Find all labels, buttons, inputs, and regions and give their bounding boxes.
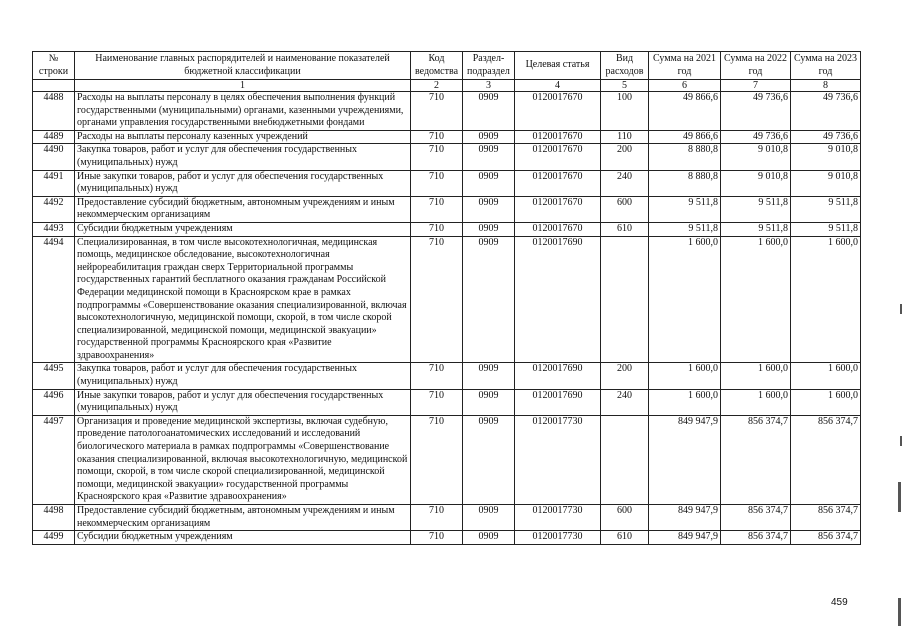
target-article-cell: 0120017670: [515, 196, 601, 222]
name-cell: Расходы на выплаты персоналу в целях обеспечения выполнения функций государственными (муниципальными) органами, казенными учреждениями, органами управления государственными внебюджетными фондами: [75, 92, 411, 131]
sum-2023-cell: 49 736,6: [791, 92, 861, 131]
column-number: 4: [515, 80, 601, 92]
sum-2021-cell: 9 511,8: [649, 222, 721, 236]
target-article-cell: 0120017730: [515, 415, 601, 504]
name-cell: Организация и проведение медицинской экспертизы, включая судебную, проведение патологоанатомических исследований и исследований биологического материала в рамках подпрограммы «Совершенствование оказания специализированной, включая высокотехнологичную, медицинской помощи, скорой, в том числе скорой специализированной, медицинской помощи, медицинской эвакуации» государственной программы Красноярского края «Развитие здравоохранения»: [75, 415, 411, 504]
table-row: [33, 236, 861, 363]
name-cell: Специализированная, в том числе высокотехнологичная, медицинская помощь, медицинское обследование, высокотехнологичная нейрореабилитация граждан сверх Территориальной программы государственных гарантий бесплатного оказания гражданам Российской Федерации медицинской помощи в Красноярском крае в рамках подпрограммы «Совершенствование оказания специализированной, включая высокотехнологичную, медицинской помощи, скорой, в том числе скорой специализированной, медицинской помощи, медицинской эвакуации» государственной программы Красноярского края «Развитие здравоохранения»: [75, 236, 411, 363]
sum-2023-cell: 1 600,0: [791, 363, 861, 389]
header-target-article: Целевая статья: [515, 52, 601, 80]
sum-2022-cell: 9 511,8: [721, 196, 791, 222]
table-row: [33, 222, 861, 236]
table-row: [33, 92, 861, 131]
table-row: [33, 531, 861, 545]
column-number: 8: [791, 80, 861, 92]
sum-2022-cell: 856 374,7: [721, 415, 791, 504]
sum-2022-cell: 1 600,0: [721, 236, 791, 363]
name-cell: Закупка товаров, работ и услуг для обеспечения государственных (муниципальных) нужд: [75, 144, 411, 170]
header-name: Наименование главных распорядителей и наименование показателей бюджетной классификации: [75, 52, 411, 80]
table-row: [33, 389, 861, 415]
expense-type-cell: [601, 236, 649, 363]
dept-code-cell: 710: [411, 505, 463, 531]
header-section: Раздел-подраздел: [463, 52, 515, 80]
header-expense-type: Вид расходов: [601, 52, 649, 80]
name-cell: Предоставление субсидий бюджетным, автономным учреждениям и иным некоммерческим организациям: [75, 505, 411, 531]
section-cell: 0909: [463, 363, 515, 389]
target-article-cell: 0120017730: [515, 531, 601, 545]
target-article-cell: 0120017670: [515, 144, 601, 170]
sum-2023-cell: 49 736,6: [791, 130, 861, 144]
sum-2022-cell: 856 374,7: [721, 531, 791, 545]
column-number: 6: [649, 80, 721, 92]
table-row: [33, 363, 861, 389]
section-cell: 0909: [463, 531, 515, 545]
target-article-cell: 0120017670: [515, 130, 601, 144]
name-cell: Субсидии бюджетным учреждениям: [75, 222, 411, 236]
sum-2021-cell: 49 866,6: [649, 130, 721, 144]
column-number: 5: [601, 80, 649, 92]
section-cell: 0909: [463, 144, 515, 170]
column-number: 3: [463, 80, 515, 92]
expense-type-cell: 240: [601, 389, 649, 415]
column-number: [33, 80, 75, 92]
target-article-cell: 0120017690: [515, 236, 601, 363]
column-number: 7: [721, 80, 791, 92]
sum-2021-cell: 1 600,0: [649, 389, 721, 415]
sum-2023-cell: 9 010,8: [791, 170, 861, 196]
target-article-cell: 0120017690: [515, 363, 601, 389]
header-sum-2022: Сумма на 2022 год: [721, 52, 791, 80]
row-number-cell: 4488: [33, 92, 75, 131]
table-header: [33, 52, 861, 92]
dept-code-cell: 710: [411, 389, 463, 415]
column-number-row: [33, 80, 861, 92]
header-sum-2023: Сумма на 2023 год: [791, 52, 861, 80]
sum-2022-cell: 49 736,6: [721, 92, 791, 131]
sum-2021-cell: 1 600,0: [649, 236, 721, 363]
expense-type-cell: 200: [601, 363, 649, 389]
row-number-cell: 4492: [33, 196, 75, 222]
name-cell: Расходы на выплаты персоналу казенных учреждений: [75, 130, 411, 144]
sum-2021-cell: 849 947,9: [649, 505, 721, 531]
dept-code-cell: 710: [411, 363, 463, 389]
header-row-number: № строки: [33, 52, 75, 80]
table-row: [33, 196, 861, 222]
header-row: [33, 52, 861, 80]
expense-type-cell: 200: [601, 144, 649, 170]
table-row: [33, 170, 861, 196]
name-cell: Закупка товаров, работ и услуг для обеспечения государственных (муниципальных) нужд: [75, 363, 411, 389]
sum-2023-cell: 1 600,0: [791, 389, 861, 415]
name-cell: Иные закупки товаров, работ и услуг для обеспечения государственных (муниципальных) нужд: [75, 389, 411, 415]
row-number-cell: 4495: [33, 363, 75, 389]
sum-2022-cell: 9 010,8: [721, 144, 791, 170]
sum-2021-cell: 49 866,6: [649, 92, 721, 131]
column-number: 1: [75, 80, 411, 92]
row-number-cell: 4498: [33, 505, 75, 531]
sum-2023-cell: 856 374,7: [791, 531, 861, 545]
table-row: [33, 144, 861, 170]
section-cell: 0909: [463, 130, 515, 144]
sum-2023-cell: 9 010,8: [791, 144, 861, 170]
expense-type-cell: 100: [601, 92, 649, 131]
scan-edge-mark: [900, 304, 902, 314]
sum-2022-cell: 9 010,8: [721, 170, 791, 196]
dept-code-cell: 710: [411, 130, 463, 144]
dept-code-cell: 710: [411, 415, 463, 504]
section-cell: 0909: [463, 170, 515, 196]
target-article-cell: 0120017670: [515, 170, 601, 196]
dept-code-cell: 710: [411, 222, 463, 236]
sum-2022-cell: 856 374,7: [721, 505, 791, 531]
scan-edge-mark: [898, 598, 901, 626]
section-cell: 0909: [463, 92, 515, 131]
dept-code-cell: 710: [411, 196, 463, 222]
scan-edge-mark: [898, 482, 901, 512]
sum-2022-cell: 49 736,6: [721, 130, 791, 144]
sum-2022-cell: 9 511,8: [721, 222, 791, 236]
sum-2021-cell: 8 880,8: [649, 170, 721, 196]
expense-type-cell: [601, 415, 649, 504]
row-number-cell: 4491: [33, 170, 75, 196]
target-article-cell: 0120017730: [515, 505, 601, 531]
sum-2023-cell: 9 511,8: [791, 196, 861, 222]
row-number-cell: 4490: [33, 144, 75, 170]
header-sum-2021: Сумма на 2021 год: [649, 52, 721, 80]
table-body: [33, 92, 861, 545]
name-cell: Предоставление субсидий бюджетным, автономным учреждениям и иным некоммерческим организациям: [75, 196, 411, 222]
name-cell: Субсидии бюджетным учреждениям: [75, 531, 411, 545]
table-row: [33, 130, 861, 144]
section-cell: 0909: [463, 236, 515, 363]
sum-2021-cell: 849 947,9: [649, 415, 721, 504]
dept-code-cell: 710: [411, 531, 463, 545]
target-article-cell: 0120017690: [515, 389, 601, 415]
sum-2021-cell: 8 880,8: [649, 144, 721, 170]
sum-2021-cell: 9 511,8: [649, 196, 721, 222]
expense-type-cell: 240: [601, 170, 649, 196]
expense-type-cell: 110: [601, 130, 649, 144]
row-number-cell: 4499: [33, 531, 75, 545]
dept-code-cell: 710: [411, 92, 463, 131]
expense-type-cell: 600: [601, 505, 649, 531]
section-cell: 0909: [463, 415, 515, 504]
row-number-cell: 4497: [33, 415, 75, 504]
header-dept-code: Код ведомства: [411, 52, 463, 80]
sum-2023-cell: 9 511,8: [791, 222, 861, 236]
expense-type-cell: 610: [601, 531, 649, 545]
scan-edge-mark: [900, 436, 902, 446]
section-cell: 0909: [463, 222, 515, 236]
dept-code-cell: 710: [411, 236, 463, 363]
name-cell: Иные закупки товаров, работ и услуг для обеспечения государственных (муниципальных) нужд: [75, 170, 411, 196]
section-cell: 0909: [463, 389, 515, 415]
row-number-cell: 4496: [33, 389, 75, 415]
page-number: 459: [831, 597, 848, 608]
sum-2023-cell: 856 374,7: [791, 415, 861, 504]
dept-code-cell: 710: [411, 144, 463, 170]
column-number: 2: [411, 80, 463, 92]
table-row: [33, 415, 861, 504]
dept-code-cell: 710: [411, 170, 463, 196]
sum-2021-cell: 849 947,9: [649, 531, 721, 545]
row-number-cell: 4493: [33, 222, 75, 236]
table-row: [33, 505, 861, 531]
sum-2023-cell: 856 374,7: [791, 505, 861, 531]
section-cell: 0909: [463, 196, 515, 222]
row-number-cell: 4494: [33, 236, 75, 363]
section-cell: 0909: [463, 505, 515, 531]
target-article-cell: 0120017670: [515, 92, 601, 131]
sum-2023-cell: 1 600,0: [791, 236, 861, 363]
expense-type-cell: 600: [601, 196, 649, 222]
row-number-cell: 4489: [33, 130, 75, 144]
target-article-cell: 0120017670: [515, 222, 601, 236]
sum-2022-cell: 1 600,0: [721, 389, 791, 415]
budget-table: [32, 51, 861, 545]
sum-2021-cell: 1 600,0: [649, 363, 721, 389]
sum-2022-cell: 1 600,0: [721, 363, 791, 389]
expense-type-cell: 610: [601, 222, 649, 236]
